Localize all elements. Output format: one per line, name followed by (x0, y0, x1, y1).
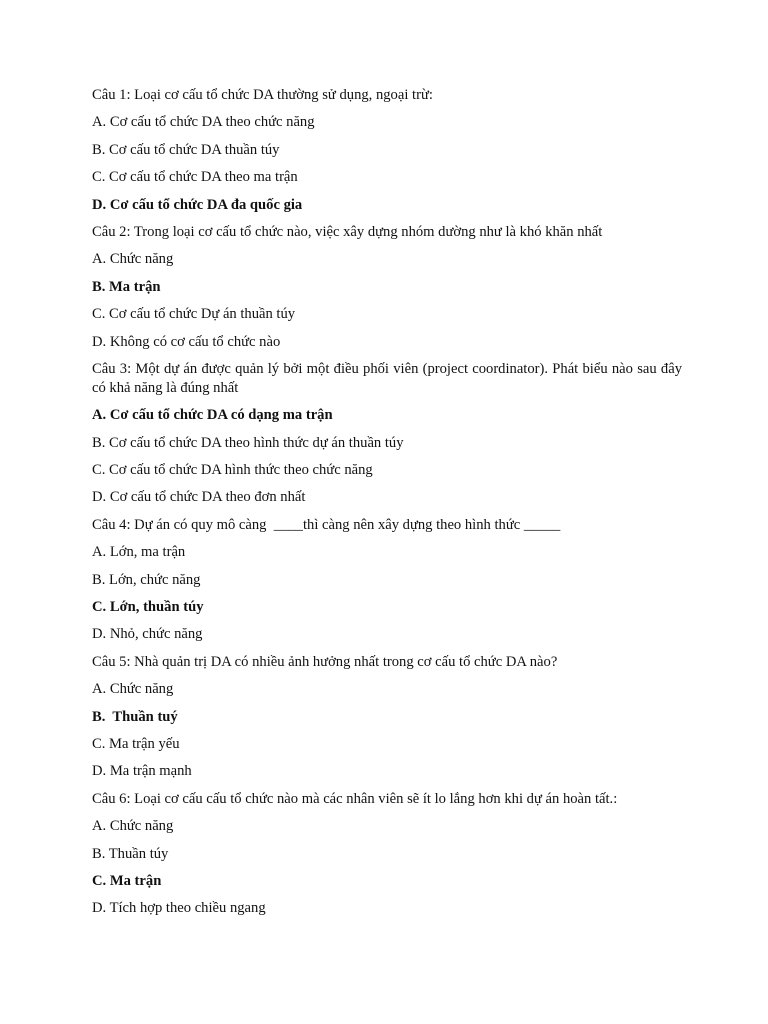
question-4-option-a: A. Lớn, ma trận (92, 544, 186, 561)
question-2-prompt: Câu 2: Trong loại cơ cấu tổ chức nào, việc xây dựng nhóm dường như là khó khăn nhất (92, 223, 603, 240)
question-6-option-b: B. Thuần túy (92, 845, 169, 862)
question-4-option-c-correct: C. Lớn, thuần túy (92, 599, 204, 616)
question-3-option-a-correct: A. Cơ cấu tổ chức DA có dạng ma trận (92, 407, 333, 424)
question-4-option-d: D. Nhỏ, chức năng (92, 626, 203, 643)
question-3-option-d: D. Cơ cấu tổ chức DA theo đơn nhất (92, 489, 306, 506)
question-3-option-c: C. Cơ cấu tổ chức DA hình thức theo chức năng (92, 462, 373, 479)
question-6-option-a: A. Chức năng (92, 818, 174, 835)
question-2-option-a: A. Chức năng (92, 251, 174, 268)
question-6-option-c-correct: C. Ma trận (92, 872, 162, 889)
question-1-prompt: Câu 1: Loại cơ cấu tổ chức DA thường sử dụng, ngoại trừ: (92, 87, 433, 103)
question-1-option-d-correct: D. Cơ cấu tổ chức DA đa quốc gia (92, 196, 303, 213)
question-5-option-b-correct: B. Thuần tuý (92, 708, 178, 725)
question-5-option-d: D. Ma trận mạnh (92, 763, 192, 780)
question-3-option-b: B. Cơ cấu tổ chức DA theo hình thức dự án thuần túy (92, 434, 404, 451)
question-4-prompt: Câu 4: Dự án có quy mô càng ____thì càng nên xây dựng theo hình thức _____ (92, 516, 561, 533)
question-2-option-b-correct: B. Ma trận (92, 278, 161, 295)
question-3-prompt: Câu 3: Một dự án được quản lý bởi một điều phối viên (project coordinator). Phát biểu nào sau đây có khả năng là đúng nhất (92, 360, 682, 396)
question-2-option-d: D. Không có cơ cấu tổ chức nào (92, 333, 281, 350)
question-6-option-d: D. Tích hợp theo chiều ngang (92, 900, 266, 917)
question-4-option-b: B. Lớn, chức năng (92, 571, 201, 588)
question-1-option-a: A. Cơ cấu tổ chức DA theo chức năng (92, 114, 315, 131)
question-5-option-c: C. Ma trận yếu (92, 735, 180, 752)
question-5-option-a: A. Chức năng (92, 681, 174, 698)
question-6-prompt: Câu 6: Loại cơ cấu cấu tổ chức nào mà các nhân viên sẽ ít lo lắng hơn khi dự án hoàn tất.: (92, 790, 618, 807)
question-2-option-c: C. Cơ cấu tổ chức Dự án thuần túy (92, 306, 296, 323)
document-page (92, 86, 682, 918)
question-5-prompt: Câu 5: Nhà quản trị DA có nhiều ảnh hưởng nhất trong cơ cấu tổ chức DA nào? (92, 653, 558, 670)
question-1-option-c: C. Cơ cấu tổ chức DA theo ma trận (92, 169, 298, 186)
question-1-option-b: B. Cơ cấu tổ chức DA thuần túy (92, 141, 280, 158)
